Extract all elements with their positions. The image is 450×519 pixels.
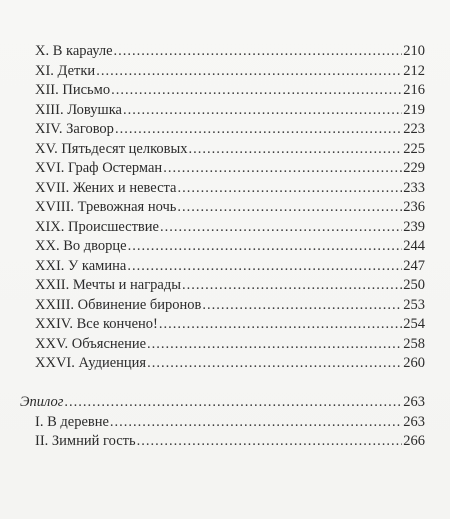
- dot-leader: [123, 101, 402, 119]
- dot-leader: [128, 237, 403, 255]
- toc-epilogue-entry: [20, 393, 425, 411]
- toc-entry-title: XXI. У камина: [35, 257, 127, 274]
- toc-entry-page: 263: [403, 394, 425, 410]
- toc-entry-title: Эпилог: [20, 394, 64, 410]
- toc-entry-page: 212: [403, 62, 425, 79]
- dot-leader: [111, 81, 402, 99]
- dot-leader: [177, 179, 402, 197]
- toc-entry-title: X. В карауле: [35, 43, 113, 59]
- toc-entry-title: XXII. Мечты и награды: [35, 277, 181, 293]
- toc-entry-page: 258: [403, 335, 425, 352]
- toc-subentry: [35, 432, 425, 450]
- toc-entry: [35, 257, 425, 275]
- toc-entry-title: XIV. Заговор: [35, 121, 114, 137]
- toc-entry: [35, 315, 425, 333]
- dot-leader: [163, 159, 402, 177]
- toc-entry: [35, 81, 425, 99]
- toc-entry: [35, 198, 425, 216]
- toc-entry-title: XVI. Граф Остерман: [35, 160, 163, 176]
- toc-entry-page: 236: [403, 199, 425, 215]
- toc-entry: [35, 120, 425, 138]
- dot-leader: [188, 140, 402, 158]
- toc-entry-page: 250: [403, 277, 425, 293]
- toc-entry-title: XIX. Происшествие: [35, 218, 159, 235]
- toc-entry-page: 223: [403, 121, 425, 137]
- dot-leader: [115, 120, 402, 138]
- toc-entry: [35, 237, 425, 255]
- dot-leader: [96, 62, 402, 80]
- toc-entry-page: 216: [403, 82, 425, 98]
- toc-entry-page: 263: [403, 413, 425, 430]
- dot-leader: [147, 335, 402, 353]
- dot-leader: [127, 257, 402, 275]
- toc-entry-title: XI. Детки: [35, 62, 96, 79]
- toc-entry: [35, 296, 425, 314]
- toc-entry-title: XXV. Объяснение: [35, 335, 147, 352]
- toc-entry: [35, 42, 425, 60]
- toc-entry-title: XII. Письмо: [35, 82, 111, 98]
- dot-leader: [177, 198, 402, 216]
- toc-entry-page: 253: [403, 296, 425, 313]
- dot-leader: [110, 413, 402, 431]
- toc-entry-title: XXVI. Аудиенция: [35, 355, 147, 371]
- toc-entry-page: 244: [403, 238, 425, 254]
- toc-entry: [35, 62, 425, 80]
- toc-entry-page: 233: [403, 179, 425, 196]
- toc-entry-page: 219: [403, 101, 425, 118]
- toc-entry: [35, 140, 425, 158]
- toc-entry-title: XIII. Ловушка: [35, 101, 122, 118]
- toc-entry-page: 247: [403, 257, 425, 274]
- toc-entry-page: 260: [403, 355, 425, 371]
- toc-entry: [35, 276, 425, 294]
- toc-entry-title: XX. Во дворце: [35, 238, 127, 254]
- toc-entry: [35, 354, 425, 372]
- dot-leader: [159, 315, 402, 333]
- dot-leader: [147, 354, 402, 372]
- toc-entry-title: XV. Пятьдесят целковых: [35, 140, 188, 157]
- toc-entry-page: 239: [403, 218, 425, 235]
- toc-entry-title: XVII. Жених и невеста: [35, 179, 177, 196]
- toc-entry: [35, 218, 425, 236]
- toc-entry-title: XXIV. Все кончено!: [35, 316, 158, 332]
- dot-leader: [114, 42, 403, 60]
- dot-leader: [202, 296, 402, 314]
- toc-entry-page: 225: [403, 140, 425, 157]
- toc-entry-page: 266: [403, 433, 425, 449]
- dot-leader: [160, 218, 402, 236]
- toc-entry-page: 210: [403, 43, 425, 59]
- toc-entry-page: 254: [403, 316, 425, 332]
- toc-entry: [35, 179, 425, 197]
- toc-entry-page: 229: [403, 160, 425, 176]
- dot-leader: [64, 393, 402, 411]
- toc-entry: [35, 101, 425, 119]
- dot-leader: [182, 276, 402, 294]
- toc-entry-title: II. Зимний гость: [35, 433, 136, 449]
- toc-entry-title: XVIII. Тревожная ночь: [35, 199, 177, 215]
- toc-entry-title: XXIII. Обвинение биронов: [35, 296, 202, 313]
- toc-subentry: [35, 413, 425, 431]
- toc-entry-title: I. В деревне: [35, 413, 109, 430]
- dot-leader: [137, 432, 403, 450]
- toc-entry: [35, 159, 425, 177]
- toc-entry: [35, 335, 425, 353]
